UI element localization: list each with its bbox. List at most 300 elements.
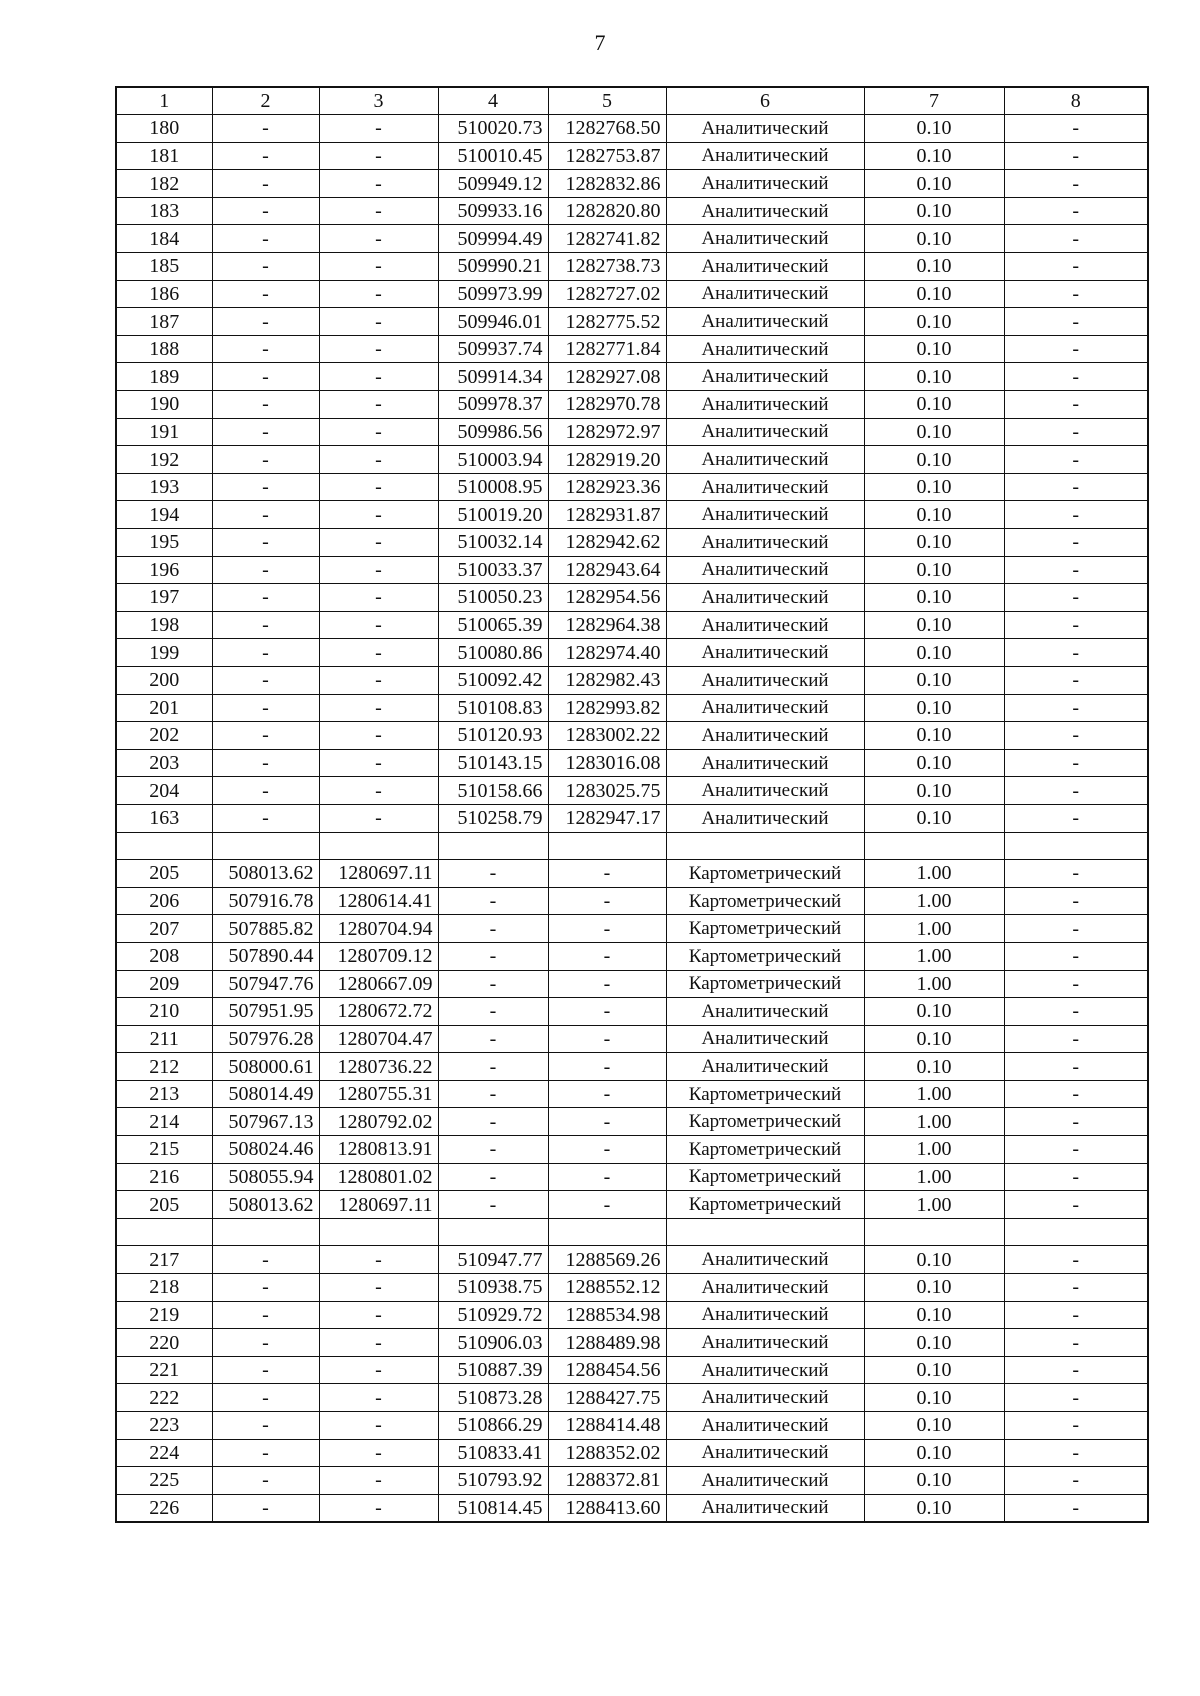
coord-y-old-cell: - [319,749,438,777]
coord-x-old-cell: - [212,335,319,363]
note-cell: - [1004,1301,1148,1329]
table-row [116,225,1148,253]
accuracy-cell: 0.10 [864,1467,1004,1495]
point-number-cell: 202 [116,722,212,750]
coord-x-new-cell: 510033.37 [438,556,548,584]
method-cell: Аналитический [666,694,864,722]
coord-y-old-cell: - [319,142,438,170]
coordinates-table [115,86,1149,1523]
coord-y-old-cell: - [319,584,438,612]
accuracy-cell: 0.10 [864,1439,1004,1467]
note-cell: - [1004,170,1148,198]
coord-x-old-cell: - [212,804,319,832]
coord-y-new-cell: 1282943.64 [548,556,666,584]
table-row [116,1494,1148,1522]
point-number-cell: 212 [116,1053,212,1081]
note-cell: - [1004,942,1148,970]
accuracy-cell: 0.10 [864,446,1004,474]
table-row [116,446,1148,474]
coord-y-old-cell: - [319,197,438,225]
accuracy-cell: 1.00 [864,1191,1004,1219]
column-header: 4 [438,87,548,115]
coord-y-new-cell: 1288413.60 [548,1494,666,1522]
coord-x-old-cell: 507916.78 [212,887,319,915]
table-row [116,363,1148,391]
coord-x-new-cell: 510003.94 [438,446,548,474]
coord-y-new-cell: - [548,1163,666,1191]
method-cell [666,832,864,860]
coord-x-new-cell: - [438,887,548,915]
coord-x-old-cell: - [212,611,319,639]
note-cell: - [1004,446,1148,474]
accuracy-cell: 0.10 [864,473,1004,501]
coord-x-old-cell: 507951.95 [212,998,319,1026]
coord-y-new-cell: 1288454.56 [548,1356,666,1384]
point-number-cell: 216 [116,1163,212,1191]
accuracy-cell: 0.10 [864,611,1004,639]
point-number-cell: 183 [116,197,212,225]
coord-x-old-cell: - [212,115,319,143]
table-row [116,694,1148,722]
point-number-cell [116,832,212,860]
coord-y-new-cell: - [548,1080,666,1108]
coord-x-old-cell: 508013.62 [212,1191,319,1219]
coord-y-old-cell: - [319,225,438,253]
coord-x-old-cell: - [212,391,319,419]
coord-x-old-cell: 508000.61 [212,1053,319,1081]
accuracy-cell: 1.00 [864,1108,1004,1136]
coord-x-old-cell: - [212,197,319,225]
note-cell: - [1004,749,1148,777]
point-number-cell: 205 [116,860,212,888]
coord-y-new-cell: - [548,887,666,915]
accuracy-cell: 0.10 [864,197,1004,225]
accuracy-cell: 0.10 [864,1246,1004,1274]
note-cell: - [1004,777,1148,805]
coord-x-new-cell: 509933.16 [438,197,548,225]
method-cell: Аналитический [666,308,864,336]
accuracy-cell: 0.10 [864,1329,1004,1357]
coord-y-new-cell: - [548,1108,666,1136]
table-row [116,1136,1148,1164]
coord-y-old-cell [319,1218,438,1246]
coord-y-new-cell: 1282927.08 [548,363,666,391]
accuracy-cell: 0.10 [864,749,1004,777]
coord-x-old-cell: - [212,1301,319,1329]
point-number-cell: 204 [116,777,212,805]
coord-y-old-cell: - [319,722,438,750]
coord-x-old-cell: 507947.76 [212,970,319,998]
coord-y-old-cell: - [319,666,438,694]
note-cell: - [1004,556,1148,584]
table-row [116,1053,1148,1081]
method-cell: Аналитический [666,666,864,694]
coord-y-new-cell: 1282771.84 [548,335,666,363]
table-row [116,1329,1148,1357]
point-number-cell: 182 [116,170,212,198]
coord-y-new-cell: 1288534.98 [548,1301,666,1329]
point-number-cell: 201 [116,694,212,722]
note-cell: - [1004,197,1148,225]
coord-x-new-cell: 509949.12 [438,170,548,198]
point-number-cell: 225 [116,1467,212,1495]
point-number-cell: 223 [116,1412,212,1440]
table-row [116,170,1148,198]
coord-y-new-cell: 1283016.08 [548,749,666,777]
accuracy-cell [864,1218,1004,1246]
note-cell: - [1004,1329,1148,1357]
note-cell: - [1004,308,1148,336]
coord-x-old-cell [212,832,319,860]
coord-y-old-cell: 1280813.91 [319,1136,438,1164]
method-cell: Аналитический [666,1329,864,1357]
coord-x-new-cell: 509978.37 [438,391,548,419]
coord-y-old-cell: 1280709.12 [319,942,438,970]
point-number-cell: 214 [116,1108,212,1136]
note-cell: - [1004,915,1148,943]
note-cell: - [1004,115,1148,143]
coord-y-old-cell: 1280704.94 [319,915,438,943]
point-number-cell: 186 [116,280,212,308]
table-row [116,1191,1148,1219]
point-number-cell: 199 [116,639,212,667]
point-number-cell [116,1218,212,1246]
point-number-cell: 187 [116,308,212,336]
coord-x-new-cell: 510092.42 [438,666,548,694]
coord-y-new-cell: 1283002.22 [548,722,666,750]
coord-x-new-cell: 510050.23 [438,584,548,612]
column-header: 1 [116,87,212,115]
accuracy-cell: 0.10 [864,777,1004,805]
accuracy-cell: 0.10 [864,115,1004,143]
method-cell: Аналитический [666,473,864,501]
table-row [116,1384,1148,1412]
coord-x-new-cell: 510010.45 [438,142,548,170]
coord-x-new-cell: 510080.86 [438,639,548,667]
coord-y-old-cell: - [319,391,438,419]
coord-y-old-cell: - [319,1467,438,1495]
method-cell: Аналитический [666,584,864,612]
accuracy-cell: 1.00 [864,970,1004,998]
table-row [116,1412,1148,1440]
point-number-cell: 207 [116,915,212,943]
coord-y-old-cell: - [319,1439,438,1467]
coord-x-old-cell: 507976.28 [212,1025,319,1053]
accuracy-cell: 0.10 [864,253,1004,281]
note-cell: - [1004,639,1148,667]
point-number-cell: 197 [116,584,212,612]
method-cell: Аналитический [666,1025,864,1053]
coord-y-new-cell: 1288352.02 [548,1439,666,1467]
note-cell: - [1004,722,1148,750]
coord-y-old-cell: - [319,1274,438,1302]
table-row [116,1080,1148,1108]
coord-x-new-cell: 509994.49 [438,225,548,253]
table-row [116,749,1148,777]
coord-x-new-cell: 510258.79 [438,804,548,832]
coord-y-old-cell: - [319,639,438,667]
table-row [116,1274,1148,1302]
coord-y-old-cell [319,832,438,860]
coord-y-new-cell [548,832,666,860]
coord-y-old-cell: - [319,280,438,308]
coord-x-old-cell: 508013.62 [212,860,319,888]
coord-y-new-cell [548,1218,666,1246]
method-cell: Аналитический [666,777,864,805]
method-cell: Аналитический [666,529,864,557]
coord-y-old-cell: - [319,253,438,281]
coord-x-old-cell: - [212,584,319,612]
coord-x-old-cell: - [212,363,319,391]
method-cell: Аналитический [666,280,864,308]
note-cell: - [1004,529,1148,557]
coord-x-new-cell: 510906.03 [438,1329,548,1357]
coord-y-old-cell: - [319,804,438,832]
coord-x-new-cell: 509914.34 [438,363,548,391]
table-row [116,280,1148,308]
method-cell: Аналитический [666,1467,864,1495]
note-cell: - [1004,418,1148,446]
note-cell: - [1004,970,1148,998]
coord-y-new-cell: - [548,1191,666,1219]
coord-x-new-cell: 510143.15 [438,749,548,777]
coord-x-old-cell: 507885.82 [212,915,319,943]
coord-x-new-cell: 510065.39 [438,611,548,639]
coord-x-old-cell: - [212,694,319,722]
accuracy-cell: 0.10 [864,1053,1004,1081]
note-cell: - [1004,1439,1148,1467]
coord-y-old-cell: 1280704.47 [319,1025,438,1053]
coord-y-old-cell: - [319,1329,438,1357]
table-row [116,1246,1148,1274]
coord-x-old-cell: - [212,1274,319,1302]
note-cell: - [1004,1025,1148,1053]
table-row [116,1439,1148,1467]
point-number-cell: 222 [116,1384,212,1412]
coord-x-new-cell: 509990.21 [438,253,548,281]
method-cell: Аналитический [666,142,864,170]
table-row [116,722,1148,750]
coord-y-old-cell: 1280801.02 [319,1163,438,1191]
coord-x-new-cell: - [438,942,548,970]
method-cell: Аналитический [666,418,864,446]
accuracy-cell: 0.10 [864,722,1004,750]
coord-x-new-cell: 510866.29 [438,1412,548,1440]
coord-y-old-cell: - [319,115,438,143]
coord-x-new-cell: 510833.41 [438,1439,548,1467]
point-number-cell: 192 [116,446,212,474]
point-number-cell: 198 [116,611,212,639]
table-row [116,970,1148,998]
coord-x-new-cell: - [438,1108,548,1136]
method-cell: Аналитический [666,446,864,474]
method-cell: Аналитический [666,253,864,281]
coord-y-new-cell: 1282741.82 [548,225,666,253]
method-cell: Картометрический [666,1108,864,1136]
table-row [116,1163,1148,1191]
coord-x-new-cell: 509946.01 [438,308,548,336]
table-row [116,915,1148,943]
table-row [116,584,1148,612]
method-cell: Аналитический [666,998,864,1026]
coord-y-new-cell: 1282919.20 [548,446,666,474]
point-number-cell: 163 [116,804,212,832]
coord-x-old-cell: 508055.94 [212,1163,319,1191]
point-number-cell: 205 [116,1191,212,1219]
coord-y-old-cell: - [319,446,438,474]
note-cell: - [1004,887,1148,915]
coord-y-old-cell: 1280697.11 [319,1191,438,1219]
note-cell: - [1004,1467,1148,1495]
method-cell: Аналитический [666,501,864,529]
coord-y-old-cell: - [319,418,438,446]
accuracy-cell: 0.10 [864,225,1004,253]
coord-y-old-cell: 1280755.31 [319,1080,438,1108]
coord-x-old-cell: - [212,1439,319,1467]
coord-y-old-cell: - [319,308,438,336]
point-number-cell: 213 [116,1080,212,1108]
table-row [116,197,1148,225]
coord-y-old-cell: - [319,529,438,557]
coord-y-old-cell: - [319,335,438,363]
coord-y-new-cell: 1282970.78 [548,391,666,419]
coord-x-old-cell: - [212,529,319,557]
note-cell: - [1004,1494,1148,1522]
coord-x-old-cell: - [212,473,319,501]
method-cell: Аналитический [666,804,864,832]
coord-x-old-cell: 507967.13 [212,1108,319,1136]
coord-x-new-cell [438,1218,548,1246]
point-number-cell: 200 [116,666,212,694]
point-number-cell: 217 [116,1246,212,1274]
point-number-cell: 188 [116,335,212,363]
coord-y-new-cell: 1282775.52 [548,308,666,336]
note-cell: - [1004,1274,1148,1302]
note-cell: - [1004,335,1148,363]
accuracy-cell [864,832,1004,860]
column-header: 8 [1004,87,1148,115]
table-row [116,391,1148,419]
point-number-cell: 180 [116,115,212,143]
note-cell: - [1004,1108,1148,1136]
accuracy-cell: 0.10 [864,280,1004,308]
table-row [116,777,1148,805]
coord-y-old-cell: - [319,1412,438,1440]
coord-x-new-cell: 510814.45 [438,1494,548,1522]
method-cell: Картометрический [666,887,864,915]
coord-y-new-cell: 1282964.38 [548,611,666,639]
point-number-cell: 191 [116,418,212,446]
note-cell: - [1004,584,1148,612]
method-cell: Аналитический [666,225,864,253]
coord-x-new-cell: 510108.83 [438,694,548,722]
coord-x-new-cell: 510008.95 [438,473,548,501]
method-cell: Картометрический [666,1163,864,1191]
table-row [116,611,1148,639]
coord-y-new-cell: - [548,970,666,998]
accuracy-cell: 0.10 [864,142,1004,170]
coord-y-new-cell: 1282738.73 [548,253,666,281]
coord-y-old-cell: - [319,556,438,584]
coord-x-old-cell: 508014.49 [212,1080,319,1108]
note-cell: - [1004,280,1148,308]
table-row [116,666,1148,694]
coord-x-new-cell: 510032.14 [438,529,548,557]
coord-x-new-cell: - [438,1136,548,1164]
note-cell: - [1004,694,1148,722]
point-number-cell: 189 [116,363,212,391]
point-number-cell: 193 [116,473,212,501]
method-cell: Аналитический [666,556,864,584]
coord-x-new-cell: 510887.39 [438,1356,548,1384]
accuracy-cell: 0.10 [864,308,1004,336]
coord-x-old-cell [212,1218,319,1246]
table-row [116,942,1148,970]
coord-x-new-cell [438,832,548,860]
method-cell: Картометрический [666,1191,864,1219]
coord-x-new-cell: - [438,998,548,1026]
coord-x-new-cell: 509986.56 [438,418,548,446]
coord-y-new-cell: 1288414.48 [548,1412,666,1440]
coord-y-old-cell: - [319,1301,438,1329]
accuracy-cell: 0.10 [864,1025,1004,1053]
method-cell: Аналитический [666,115,864,143]
method-cell: Аналитический [666,363,864,391]
accuracy-cell: 0.10 [864,694,1004,722]
coord-x-new-cell: 510793.92 [438,1467,548,1495]
note-cell: - [1004,804,1148,832]
table-row [116,1108,1148,1136]
coord-x-old-cell: - [212,170,319,198]
coord-x-old-cell: - [212,142,319,170]
coord-y-old-cell: 1280792.02 [319,1108,438,1136]
coord-x-old-cell: - [212,253,319,281]
coord-y-new-cell: 1282832.86 [548,170,666,198]
coord-y-old-cell: - [319,1384,438,1412]
coord-x-old-cell: - [212,1246,319,1274]
point-number-cell: 209 [116,970,212,998]
coord-x-new-cell: 509937.74 [438,335,548,363]
accuracy-cell: 1.00 [864,1136,1004,1164]
table-row [116,142,1148,170]
coord-x-old-cell: - [212,280,319,308]
accuracy-cell: 0.10 [864,998,1004,1026]
coord-y-new-cell: 1282972.97 [548,418,666,446]
coord-y-old-cell: - [319,777,438,805]
accuracy-cell: 0.10 [864,1412,1004,1440]
note-cell [1004,832,1148,860]
coord-x-new-cell: 510019.20 [438,501,548,529]
coord-x-new-cell: 510947.77 [438,1246,548,1274]
point-number-cell: 190 [116,391,212,419]
coord-y-new-cell: 1282768.50 [548,115,666,143]
coord-y-new-cell: 1288427.75 [548,1384,666,1412]
method-cell: Аналитический [666,1412,864,1440]
accuracy-cell: 0.10 [864,170,1004,198]
method-cell: Аналитический [666,1494,864,1522]
point-number-cell: 206 [116,887,212,915]
accuracy-cell: 0.10 [864,418,1004,446]
accuracy-cell: 0.10 [864,501,1004,529]
coord-x-old-cell: - [212,446,319,474]
point-number-cell: 185 [116,253,212,281]
accuracy-cell: 1.00 [864,1163,1004,1191]
page-number: 7 [594,30,606,55]
note-cell: - [1004,501,1148,529]
method-cell: Аналитический [666,391,864,419]
table-row [116,253,1148,281]
method-cell: Аналитический [666,611,864,639]
